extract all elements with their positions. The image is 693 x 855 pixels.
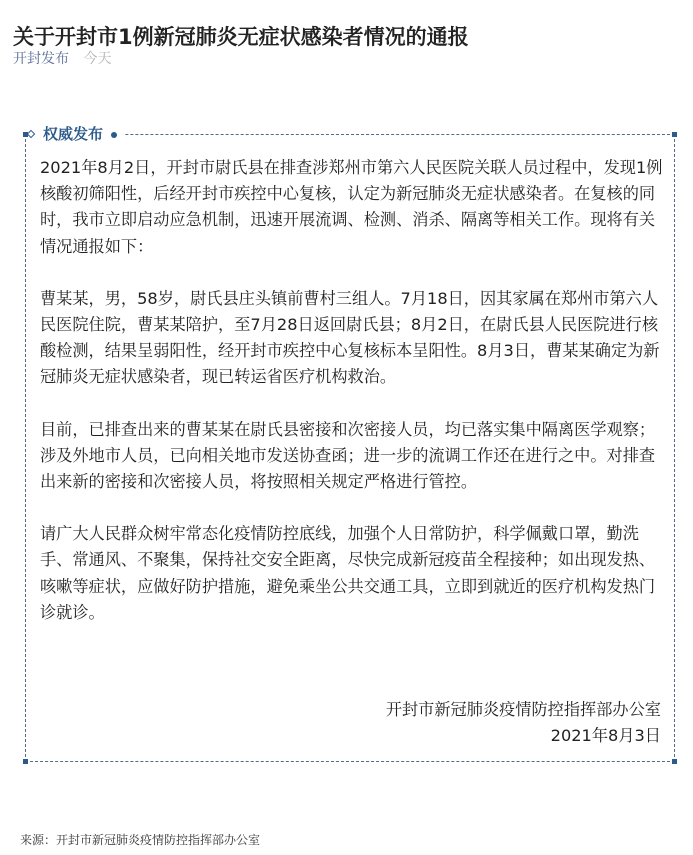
signature-block — [386, 697, 661, 749]
corner-square-icon — [672, 132, 677, 137]
publish-date: 今天 — [83, 51, 112, 67]
source-line: 来源：开封市新冠肺炎疫情防控指挥部办公室 — [20, 833, 261, 847]
corner-square-icon — [23, 759, 28, 764]
article-title: 关于开封市1例新冠肺炎无症状感染者情况的通报 — [13, 25, 469, 50]
signature-date: 2021年8月3日 — [550, 726, 661, 746]
paragraph: 请广大人民群众树牢常态化疫情防控底线，加强个人日常防护，科学佩戴口罩，勤洗手、常通风、不聚集，保持社交安全距离，尽快完成新冠疫苗全程接种；如出现发热、咳嗽等症状，应做好防护措施，避免乘坐公共交通工具，立即到就近的医疗机构发热门诊就诊。 — [40, 524, 656, 622]
dot-icon — [111, 132, 117, 138]
paragraph: 2021年8月2日，开封市尉氏县在排查涉郑州市第六人民医院关联人员过程中，发现1例核酸初筛阳性，后经开封市疾控中心复核，认定为新冠肺炎无症状感染者。在复核的同时，我市立即启动应急机制，迅速开展流调、检测、消杀、隔离等相关工作。现将有关情况通报如下： — [40, 158, 663, 256]
paragraph: 目前，已排查出来的曹某某在尉氏县密接和次密接人员，均已落实集中隔离医学观察；涉及外地市人员，已向相关地市发送协查函；进一步的流调工作还在进行之中。对排查出来新的密接和次密接人员，将按照相关规定严格进行管控。 — [40, 419, 656, 492]
box-label — [28, 122, 125, 146]
diamond-icon — [27, 129, 35, 137]
signature-org: 开封市新冠肺炎疫情防控指挥部办公室 — [385, 700, 661, 719]
paragraph: 曹某某，男，58岁，尉氏县庄头镇前曹村三组人。7月18日，因其家属在郑州市第六人民医院住院，曹某某陪护，至7月28日返回尉氏县；8月2日，在尉氏县人民医院进行核酸检测，结果呈弱阳性，经开封市疾控中心复核标本呈阳性。8月3日，曹某某确定为新冠肺炎无症状感染者，现已转运省医疗机构救治。 — [40, 288, 660, 387]
authority-notice-box — [25, 125, 675, 762]
article-meta — [13, 49, 111, 69]
account-name-link[interactable]: 开封发布 — [13, 51, 69, 67]
box-label-text: 权威发布 — [43, 125, 104, 143]
notice-content — [40, 155, 665, 652]
corner-square-icon — [672, 759, 677, 764]
